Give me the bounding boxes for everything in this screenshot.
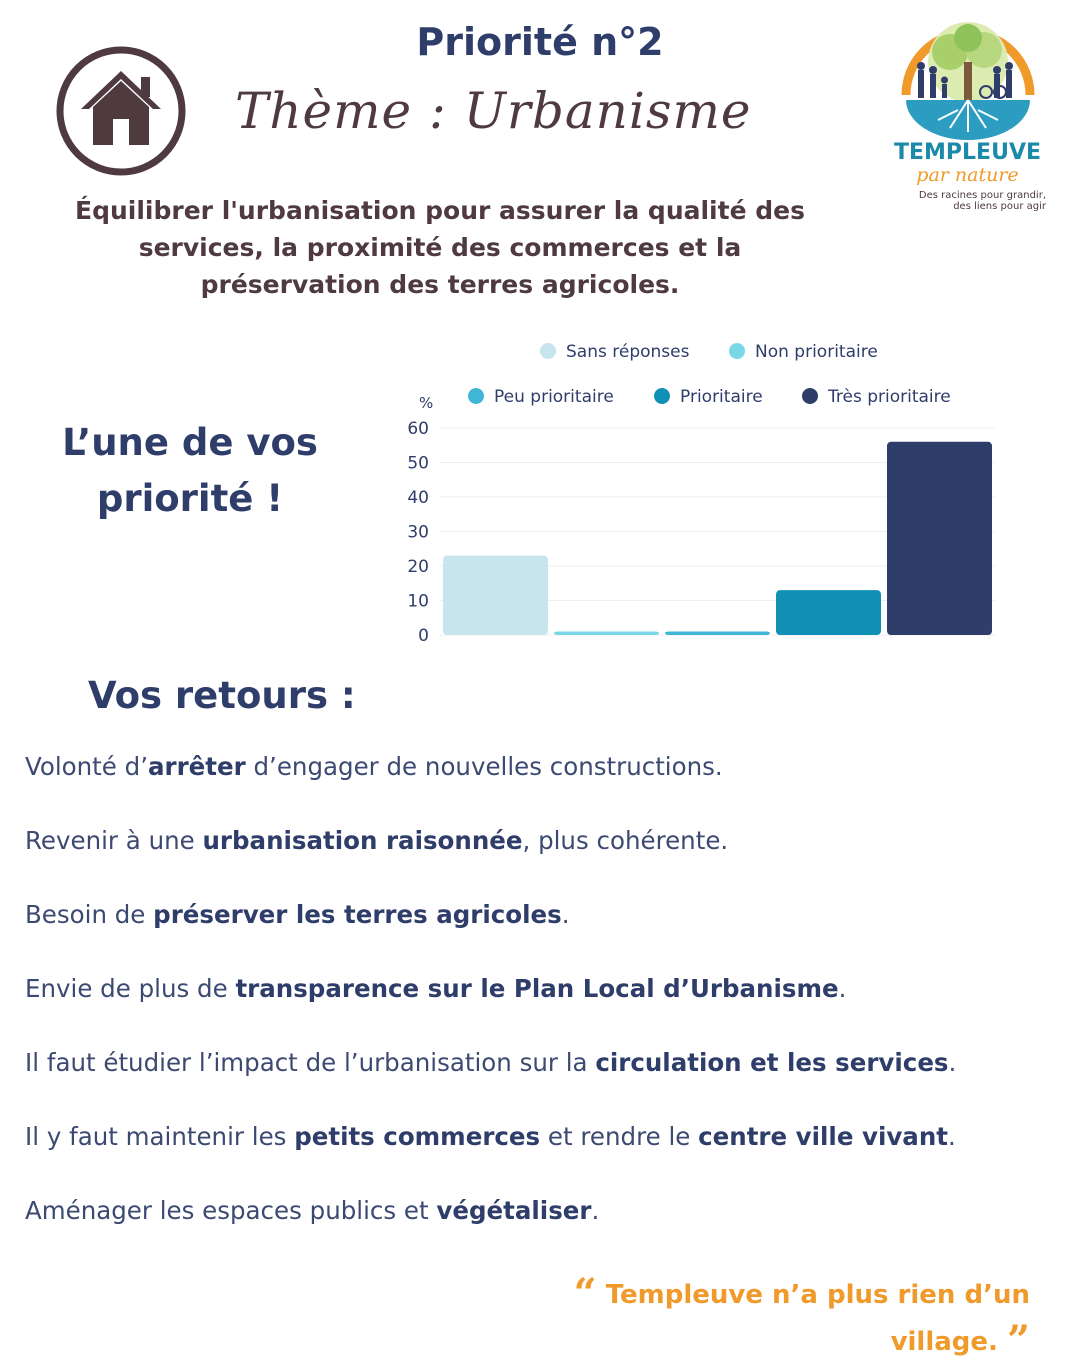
legend-label: Sans réponses bbox=[566, 342, 690, 362]
y-tick-label: 0 bbox=[418, 626, 429, 646]
feedback-item-text: . bbox=[561, 900, 570, 929]
feedback-item bbox=[25, 752, 723, 781]
feedback-item-text: , plus cohérente. bbox=[522, 826, 729, 855]
feedback-item-text: . bbox=[948, 1122, 956, 1151]
house-icon bbox=[55, 45, 187, 177]
feedback-item-emphasis: circulation et les services bbox=[595, 1048, 949, 1077]
y-tick-label: 40 bbox=[407, 488, 429, 508]
quote-close-mark: ” bbox=[1006, 1317, 1030, 1364]
feedback-item-emphasis: urbanisation raisonnée bbox=[202, 826, 523, 855]
priority-message bbox=[40, 415, 340, 527]
feedback-item-text: d’engager de nouvelles constructions. bbox=[245, 752, 723, 781]
feedback-item-text: Envie de plus de bbox=[25, 974, 236, 1003]
feedback-item bbox=[25, 1122, 956, 1151]
logo-tagline-line: Des racines pour grandir, bbox=[918, 190, 1046, 201]
feedback-item-text: Besoin de bbox=[25, 900, 154, 929]
feedback-item-text: . bbox=[838, 974, 847, 1003]
feedback-item-emphasis: arrêter bbox=[147, 752, 246, 781]
feedback-item-text: Il faut étudier l’impact de l’urbanisation sur la bbox=[25, 1048, 596, 1077]
feedback-item-text: . bbox=[591, 1196, 600, 1225]
feedback-item-text: Il y faut maintenir les bbox=[25, 1122, 295, 1151]
y-tick-label: 10 bbox=[407, 591, 429, 612]
bar bbox=[554, 632, 659, 635]
legend-label: Très prioritaire bbox=[828, 387, 951, 407]
feedback-item bbox=[25, 1048, 956, 1077]
theme-subtitle: Équilibrer l'urbanisation pour assurer la qualité des services, la proximité des commerces et la préservation des terres agricoles. bbox=[75, 196, 805, 299]
y-tick-label: 30 bbox=[407, 522, 429, 543]
feedback-item bbox=[25, 826, 728, 855]
priority-bar-chart bbox=[395, 330, 1015, 650]
y-tick-label: 20 bbox=[407, 557, 429, 577]
y-tick-label: 60 bbox=[407, 419, 429, 439]
feedback-item-emphasis: centre ville vivant bbox=[698, 1122, 948, 1151]
feedback-item bbox=[25, 900, 570, 929]
logo-name: TEMPLEUVE bbox=[893, 140, 1042, 165]
feedback-item-text: Aménager les espaces publics et bbox=[25, 1196, 437, 1225]
legend-marker bbox=[540, 343, 556, 359]
feedback-item bbox=[25, 974, 846, 1003]
legend-marker bbox=[654, 388, 670, 404]
page-title: Priorité n°2 bbox=[416, 20, 664, 64]
legend-label: Prioritaire bbox=[680, 387, 763, 407]
feedback-item-emphasis: petits commerces bbox=[294, 1122, 541, 1151]
logo-tagline-line: des liens pour agir bbox=[953, 201, 1046, 212]
quote-open-mark: “ bbox=[573, 1270, 597, 1317]
feedback-item-emphasis: préserver les terres agricoles bbox=[153, 900, 562, 929]
legend-marker bbox=[729, 343, 745, 359]
logo-tagline bbox=[900, 190, 1046, 212]
legend-marker bbox=[802, 388, 818, 404]
y-axis-unit: % bbox=[419, 394, 434, 412]
legend-marker bbox=[468, 388, 484, 404]
feedback-item bbox=[25, 1196, 599, 1225]
priority-message-line: priorité ! bbox=[96, 477, 284, 520]
theme-title: Thème : Urbanisme bbox=[235, 82, 752, 140]
feedback-title: Vos retours : bbox=[88, 674, 356, 717]
legend-label: Peu prioritaire bbox=[494, 387, 614, 407]
bar bbox=[443, 556, 548, 635]
feedback-item-text: Volonté d’ bbox=[25, 752, 148, 781]
y-tick-label: 50 bbox=[407, 453, 429, 474]
legend-label: Non prioritaire bbox=[755, 342, 878, 362]
feedback-item-text: Revenir à une bbox=[25, 826, 203, 855]
bar bbox=[776, 590, 881, 635]
bar bbox=[665, 632, 770, 635]
logo-subname: par nature bbox=[916, 164, 1019, 186]
feedback-item-emphasis: végétaliser bbox=[436, 1196, 592, 1225]
feedback-item-text: et rendre le bbox=[540, 1122, 699, 1151]
feedback-item-text: . bbox=[948, 1048, 957, 1077]
bar bbox=[887, 442, 992, 635]
quote-text: Templeuve n’a plus rien d’un village. bbox=[605, 1280, 1030, 1357]
feedback-item-emphasis: transparence sur le Plan Local d’Urbanisme bbox=[235, 974, 839, 1003]
priority-message-line: L’une de vos bbox=[62, 421, 318, 464]
